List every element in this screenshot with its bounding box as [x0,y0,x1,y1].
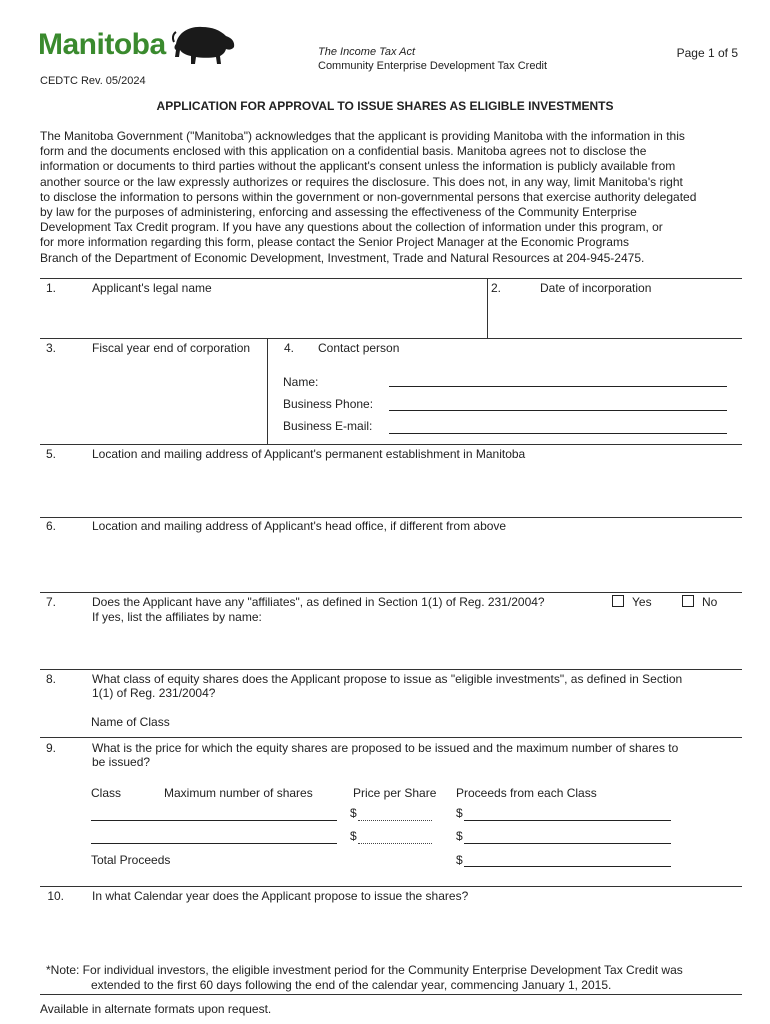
contact-email-label: Business E-mail: [283,419,373,433]
intro-line: for more information regarding this form, please contact the Senior Project Manager at the Economic Programs [40,235,629,250]
divider [40,994,742,995]
q7-followup: If yes, list the affiliates by name: [92,610,262,624]
price-field-1[interactable] [358,820,432,821]
permanent-address-field[interactable] [92,464,740,512]
q8-question: What class of equity shares does the Applicant propose to issue as "eligible investments", as defined in Section [92,672,683,686]
logo-text: Manitoba [38,28,166,61]
q1-label: Applicant's legal name [92,281,212,295]
intro-line: by law for the purposes of administering, enforcing and assessing the effectiveness of the Community Enterprise [40,205,637,220]
price-field-2[interactable] [358,843,432,844]
fiscal-year-end-field[interactable] [92,358,262,438]
intro-paragraph [40,129,730,266]
total-proceeds-label: Total Proceeds [91,853,171,867]
class-field-2[interactable] [91,843,337,844]
q9-question: What is the price for which the equity shares are proposed to be issued and the maximum number of shares to [92,741,679,755]
q10-number: 10. [47,889,64,903]
divider [40,444,742,445]
q9-number: 9. [45,741,56,755]
bison-icon [172,22,238,66]
divider [40,669,742,670]
intro-line: another source or the law expressly authorizes or requires the disclosure. This does not, in any way, limit Manitoba's right [40,174,683,189]
q7-question: Does the Applicant have any "affiliates", as defined in Section 1(1) of Reg. 231/2004? [92,595,545,609]
col-price-header: Price per Share [353,786,437,800]
affiliates-no-checkbox[interactable] [682,595,694,607]
col-class-header: Class [91,786,122,800]
q2-number: 2. [491,281,502,295]
divider [40,517,742,518]
intro-line: to disclose the information to persons within the government or non-governmental persons that exercise authority delegated [40,189,697,204]
q6-number: 6. [45,519,56,533]
note-line: extended to the first 60 days following the end of the calendar year, commencing January 1, 2015. [91,978,612,992]
contact-phone-field[interactable] [389,410,727,411]
footer-note: Available in alternate formats upon request. [40,1002,272,1016]
divider [40,278,742,279]
contact-email-field[interactable] [389,433,727,434]
total-proceeds-field[interactable] [464,866,671,867]
divider [40,886,742,887]
q3-number: 3. [45,341,56,355]
q1-number: 1. [45,281,56,295]
name-of-class-label: Name of Class [91,715,170,729]
contact-phone-label: Business Phone: [283,397,374,411]
divider [487,278,488,338]
q4-label: Contact person [318,341,400,355]
q5-number: 5. [45,447,56,461]
col-max-shares-header: Maximum number of shares [164,786,313,800]
q8-number: 8. [45,672,56,686]
dollar-sign: $ [350,806,357,820]
intro-line: form and the documents enclosed with this application on a confidential basis. Manitoba agrees not to disclose the [40,144,647,159]
class-field-1[interactable] [91,820,337,821]
dollar-sign: $ [456,829,463,843]
q4-number: 4. [284,341,295,355]
divider [267,338,268,444]
q8-question-cont: 1(1) of Reg. 231/2004? [92,686,216,700]
intro-line: Branch of the Department of Economic Development, Investment, Trade and Natural Resources at 204-945-2475. [40,250,645,265]
col-proceeds-header: Proceeds from each Class [456,786,597,800]
q2-label: Date of incorporation [540,281,652,295]
revision-label: CEDTC Rev. 05/2024 [40,75,146,87]
affiliates-list-field[interactable] [92,627,740,665]
divider [40,338,742,339]
proceeds-field-1[interactable] [464,820,671,821]
q9-question-cont: be issued? [92,755,151,769]
page-number: Page 1 of 5 [676,46,738,60]
page-title: APPLICATION FOR APPROVAL TO ISSUE SHARES AS ELIGIBLE INVESTMENTS [156,99,614,113]
q7-number: 7. [45,595,56,609]
program-title: Community Enterprise Development Tax Credit [318,60,548,72]
contact-name-label: Name: [283,375,319,389]
q3-label: Fiscal year end of corporation [92,341,251,355]
applicant-name-field[interactable] [90,296,482,334]
contact-name-field[interactable] [389,386,727,387]
dollar-sign: $ [456,853,463,867]
dollar-sign: $ [350,829,357,843]
act-title: The Income Tax Act [318,46,416,58]
divider [40,592,742,593]
manitoba-logo [38,28,166,62]
intro-line: Development Tax Credit program. If you have any questions about the collection of information under this program, or [40,220,663,235]
incorporation-date-field[interactable] [490,296,740,334]
divider [40,737,742,738]
intro-line: The Manitoba Government ("Manitoba") acknowledges that the applicant is providing Manitoba with the information in this [40,129,685,143]
proceeds-field-2[interactable] [464,843,671,844]
affiliates-yes-checkbox[interactable] [612,595,624,607]
q6-label: Location and mailing address of Applicant's head office, if different from above [92,519,507,533]
note-line: *Note: For individual investors, the eligible investment period for the Community Enterprise Development Tax Credit was [46,963,683,977]
yes-label: Yes [632,595,652,609]
head-office-address-field[interactable] [92,537,740,587]
issue-year-field[interactable] [92,906,740,956]
intro-line: information or documents to third parties without the applicant's consent unless the information is publicly available from [40,159,676,174]
name-of-class-field[interactable] [180,712,740,730]
q10-label: In what Calendar year does the Applicant propose to issue the shares? [92,889,469,903]
q5-label: Location and mailing address of Applicant's permanent establishment in Manitoba [92,447,526,461]
dollar-sign: $ [456,806,463,820]
no-label: No [702,595,718,609]
